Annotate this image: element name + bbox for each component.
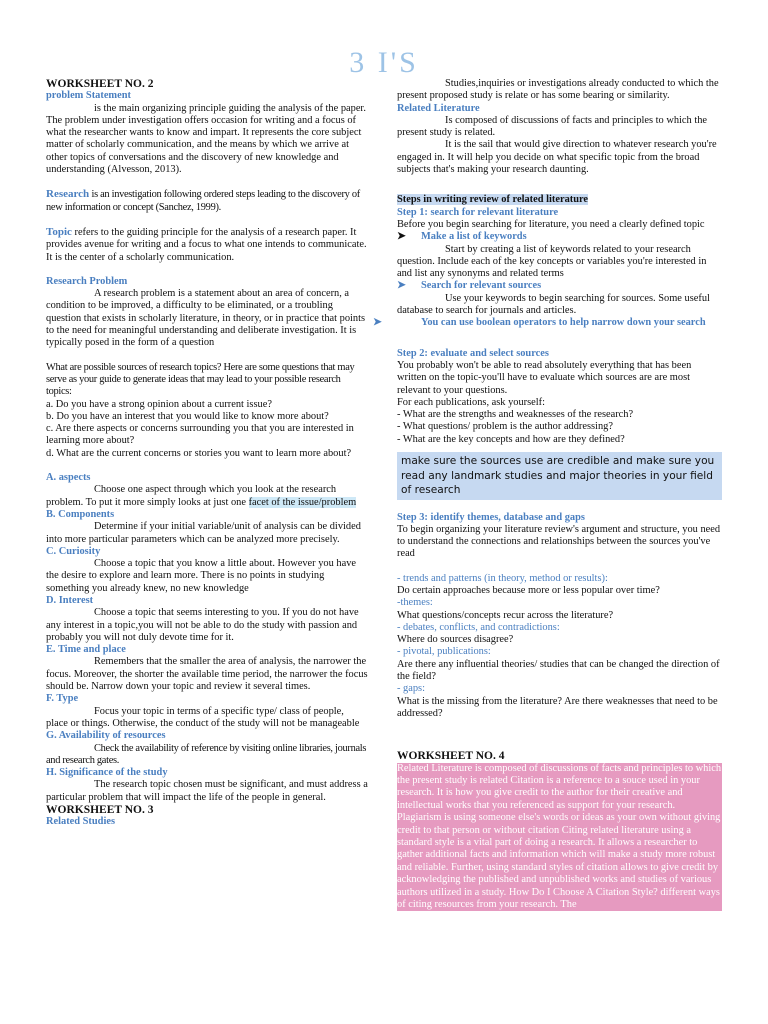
arrow-bullet-icon: ➤	[373, 317, 382, 329]
question-a: a. Do you have a strong opinion about a current issue?	[46, 398, 272, 410]
step-2-question-3: - What are the key concepts and how are they defined?	[397, 433, 625, 445]
problem-statement-heading: problem Statement	[46, 90, 131, 102]
steps-heading: Steps in writing review of related literature	[397, 194, 589, 206]
pivotal-text: Are there any influential theories/ studies that can be changed the direction of the field?	[397, 658, 720, 683]
type-heading: F. Type	[46, 693, 79, 705]
step-2-question-1: - What are the strengths and weaknesses of the research?	[397, 409, 634, 421]
bullet-search-heading: ➤ Search for relevant sources	[397, 280, 542, 292]
topic-term: Topic	[46, 225, 72, 238]
trends-text: Do certain approaches because more or less popular over time?	[397, 585, 660, 596]
question-d: d. What are the current concerns or stories you want to learn more about?	[46, 447, 352, 459]
research-problem-heading: Research Problem	[46, 275, 128, 287]
step-3-heading: Step 3: identify themes, database and gaps	[397, 511, 585, 523]
bullet-keywords-heading: ➤ Make a list of keywords	[397, 231, 527, 243]
bullet-keywords-text: Start by creating a list of keywords related to your research question. Include each of the key concepts or variables you're interested in and list any synonyms and related terms	[397, 243, 707, 280]
related-literature-heading: Related Literature	[397, 102, 480, 114]
problem-statement-text: is the main organizing principle guiding the analysis of the paper. The problem under investigation offers occasion for writing and a focus of what the researcher wants to know and impart. It represents the core subject matter of scholarly communication, and the means by which we arrive at other topics of conversations and the discovery of new knowledge and understanding (Alvesson, 2013).	[46, 102, 366, 176]
themes-text: What questions/concepts recur across the literature?	[397, 609, 614, 621]
step-2-question-0: For each publications, ask yourself:	[397, 396, 546, 408]
step-1-text: Before you begin searching for literature, you need a clearly defined topic	[397, 218, 705, 230]
related-literature-text-1: Is composed of discussions of facts and principles to which the present study is related.	[397, 114, 708, 139]
pivotal-heading: - pivotal, publications:	[397, 646, 491, 658]
research-definition: Research is an investigation following ordered steps leading to the discovery of new information or concept (Sanchez, 1999).	[46, 188, 360, 213]
bullet-boolean-heading: ➤ You can use boolean operators to help narrow down your search	[373, 317, 706, 329]
page-title: 3 I'S	[349, 46, 419, 79]
themes-heading: -themes:	[397, 597, 433, 609]
trends-heading: - trends and patterns (in theory, method or results):	[397, 572, 608, 584]
components-text: Determine if your initial variable/unit of analysis can be divided into more particular parameters which can be analyzed more precisely.	[46, 521, 361, 545]
left-column	[46, 78, 368, 829]
aspects-text: Choose one aspect through which you look at the research problem. To put it more simply looks at just one facet of the issue/problem	[46, 484, 357, 508]
step-2-text: You probably won't be able to read absolutely everything that has been written on the topic-you'll have to evaluate which sources are are most relevant to your questions.	[397, 359, 692, 396]
step-2-question-2: - What questions/ problem is the author addressing?	[397, 421, 613, 433]
interest-text: Choose a topic that seems interesting to you. If you do not have any interest in a topic,you will not be able to do the study with passion and probably you will not duly devote time for it.	[46, 607, 359, 643]
step-2-heading: Step 2: evaluate and select sources	[397, 347, 549, 359]
type-text: Focus your topic in terms of a specific type/ class of people, place or things. Otherwise, the conduct of the study will not be manageable	[46, 705, 360, 729]
significance-text: The research topic chosen must be significant, and must address a particular problem that will impact the life of the people in general.	[46, 779, 368, 803]
question-c: c. Are there aspects or concerns surrounding you that you are interested in learning more about?	[46, 423, 354, 447]
step-1-heading: Step 1: search for relevant literature	[397, 206, 559, 218]
significance-heading: H. Significance of the study	[46, 767, 168, 779]
gaps-heading: - gaps:	[397, 683, 425, 695]
topic-definition: Topic refers to the guiding principle for the analysis of a research paper. It provides avenue for writing and a focus to what one intends to communicate. It is the center of a scholarly communication.	[46, 225, 367, 263]
gaps-text: What is the missing from the literature? Are there weaknesses that need to be addressed?	[397, 695, 718, 719]
time-place-text: Remembers that the smaller the area of analysis, the narrower the focus. Moreover, the shorter the available time period, the narrower the focus should be. Narrow down your topic and review it several times.	[46, 656, 368, 693]
related-studies-text: Studies,inquiries or investigations already conducted to which the present proposed study is relate or has some bearing or similarity.	[397, 78, 719, 102]
aspects-heading: A. aspects	[46, 472, 91, 484]
question-b: b. Do you have an interest that you would like to know more about?	[46, 410, 329, 422]
resources-text: Check the availability of reference by visiting online libraries, journals and research gates.	[46, 742, 367, 766]
step-3-text: To begin organizing your literature review's argument and structure, you need to understand the connections and relationships between the sources you've read	[397, 523, 721, 560]
research-problem-text: A research problem is a statement about an area of concern, a condition to be improved, a difficulty to be eliminated, or a troubling question that exists in scholarly literature, in theory, or in practice that points to the need for meaningful understanding and deliberate investigation. It is typically posed in the form of a question	[46, 288, 366, 349]
related-literature-text-2: It is the sail that would give direction to whatever research you're engaged in. It will help you decide on what specific topic from the broad subjects that's making your research daunting.	[397, 139, 717, 176]
time-place-heading: E. Time and place	[46, 644, 126, 656]
arrow-bullet-icon: ➤	[397, 280, 406, 292]
curiosity-heading: C. Curiosity	[46, 545, 101, 557]
worksheet-4-highlighted-text: Related Literature is composed of discussions of facts and principles to which the present study is related Citation is a reference to a souce used in your research. It is how you give credit to the author for their creative and intellectual works that you referenced as support for your research. Plagiarism is using someone else's words or ideas as your own without giving credit to that person or without citation Citing related literature using a standard style is a vital part of doing a research. It allows a researcher to gather additional facts and information which will make a study more robust and reliable. Further, using standard styles of citation allows to give credit by acknowledging the published and unpublished works and studies of various authors utilized in a study. How Do I Choose A Citation Style? different ways of citing resources from your research. The	[397, 762, 722, 911]
debates-text: Where do sources disagree?	[397, 634, 514, 646]
credible-sources-note: make sure the sources use are credible and make sure you read any landmark studies and major theories in your field of research	[397, 452, 722, 500]
arrow-bullet-icon: ➤	[397, 231, 406, 243]
debates-heading: - debates, conflicts, and contradictions:	[397, 621, 560, 633]
related-studies-heading: Related Studies	[46, 816, 115, 828]
worksheet-3-heading: WORKSHEET NO. 3	[46, 804, 154, 817]
resources-heading: G. Availability of resources	[46, 730, 166, 742]
worksheet-2-heading: WORKSHEET NO. 2	[46, 78, 154, 90]
sources-intro: What are possible sources of research topics? Here are some questions that may serve as your guide to generate ideas that may lead to your possible research topics:	[46, 361, 355, 398]
interest-heading: D. Interest	[46, 594, 94, 606]
curiosity-text: Choose a topic that you know a little about. However you have the desire to explore and learn more. There is no points in studying something you already knew, no new knowledge	[46, 558, 357, 594]
bullet-search-text: Use your keywords to begin searching for sources. Some useful database to search for journals and articles.	[397, 292, 710, 317]
components-heading: B. Components	[46, 508, 115, 520]
right-column	[373, 78, 722, 911]
research-term: Research	[46, 188, 90, 201]
worksheet-4-heading: WORKSHEET NO. 4	[397, 750, 505, 763]
highlighted-phrase: facet of the issue/problem	[248, 496, 357, 508]
